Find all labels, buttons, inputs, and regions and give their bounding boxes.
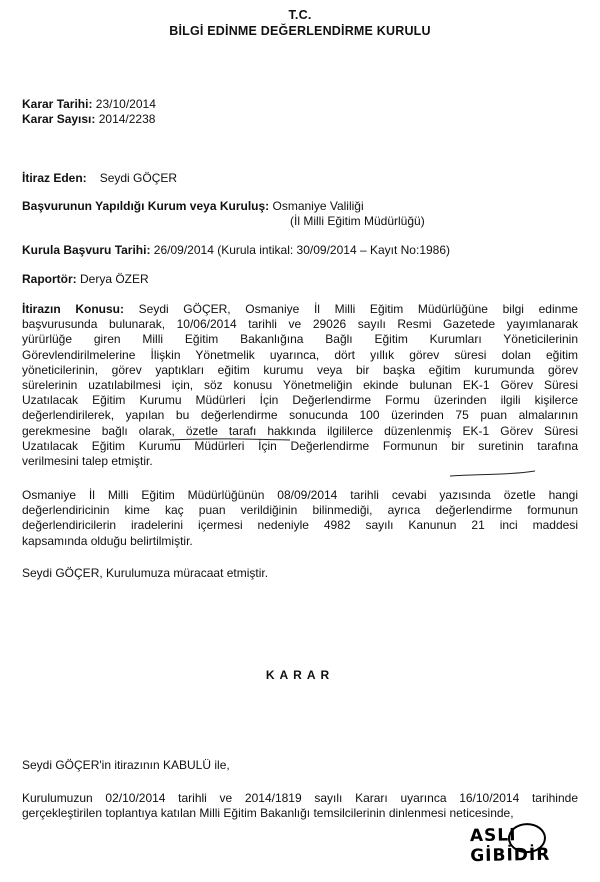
decision-number-label: Karar Sayısı: (22, 112, 96, 126)
appeal-sentence: Seydi GÖÇER, Kurulumuza müracaat etmiştir. (22, 566, 269, 580)
header-board-name: BİLGİ EDİNME DEĞERLENDİRME KURULU (169, 24, 431, 38)
response-line: Osmaniye İl Milli Eğitim Müdürlüğünün 08/09/2014 tarihli cevabi yazısında özetle hangi (22, 488, 578, 502)
decision-number-value: 2014/2238 (95, 112, 156, 126)
decision-number (22, 112, 155, 127)
subject-label: İtirazın Konusu: (22, 302, 124, 316)
decision-date-label: Karar Tarihi: (22, 97, 93, 111)
certified-copy-stamp (469, 824, 599, 867)
header-tc: T.C. (288, 8, 312, 22)
subject-line: Görevlendirilmelerine İlişkin Yönetmelik uyarınca, dört yıllık görev süresi dolan eğitim (22, 347, 578, 362)
subject-line: İtirazın Konusu: Seydi GÖÇER, Osmaniye İl Milli Eğitim Müdürlüğüne bilgi edinme (22, 302, 578, 316)
objector (22, 171, 177, 186)
application-date-value: 26/09/2014 (Kurula intikal: 30/09/2014 – Kayıt No:1986) (150, 243, 451, 257)
objector-label: İtiraz Eden: (22, 171, 87, 185)
response-line: değerlendiricinin kime kaç puan verildiğinin bilinmediği, ayrıca değerlendirme formunun (22, 503, 578, 518)
subject-line: Uzatılacak Eğitim Kurumu Müdürleri İçin Değerlendirme Formunun bir suretinin tarafına (22, 438, 578, 453)
rapporteur-value: Derya ÖZER (76, 272, 149, 286)
response-line: değerlendiricilerin iradelerini içermesi nedeniyle 4982 sayılı Kanunun 21 inci maddesi (22, 518, 578, 533)
final-line: Kurulumuzun 02/10/2014 tarihli ve 2014/1819 sayılı Kararı uyarınca 16/10/2014 tarihinde (22, 791, 578, 805)
response-line: kapsamında olduğu belirtilmiştir. (22, 533, 193, 548)
underline-scribble (150, 428, 590, 488)
subject-line: verilmesini talep etmiştir. (22, 453, 153, 468)
objector-value: Seydi GÖÇER (99, 171, 178, 185)
subject-line: yöneticilerinin, görev yaptıkları eğitim kurumu veya bir başka eğitim kurumunda görev (22, 362, 578, 377)
rapporteur (22, 272, 149, 287)
decision-date (22, 97, 156, 112)
institution-subunit: (İl Milli Eğitim Müdürlüğü) (290, 214, 425, 228)
final-paragraph (22, 791, 578, 821)
subject-line: sürelerinin uzatılabilmesi için, söz konusu Yönetmeliğin ekinde bulunan EK-1 Görev Süresi (22, 377, 578, 392)
institution-value: Osmaniye Valiliği (269, 199, 364, 213)
subject-line: yürürlüğe giren Milli Eğitim Bakanlığına Bağlı Eğitim Kurumları Yöneticilerinin (22, 332, 578, 347)
response-paragraph (22, 488, 578, 549)
application-date (22, 243, 450, 258)
acceptance-sentence: Seydi GÖÇER'in itirazının KABULÜ ile, (22, 758, 230, 772)
institution-label: Başvurunun Yapıldığı Kurum veya Kuruluş: (22, 199, 270, 213)
subject-line: değerlendirilerek, yapılan bu değerlendirme sonucunda 100 üzerinden 75 puan almalarının (22, 408, 578, 423)
subject-line: başvurusunda bulunarak, 10/06/2014 tarihli ve 29026 sayılı Resmi Gazetede yayımlanarak (22, 317, 578, 332)
application-date-label: Kurula Başvuru Tarihi: (22, 243, 151, 257)
subject-line: gerekmesine bağlı olarak, özetle tarafı hakkında ilgililerce düzenlenmiş EK-1 Görev Süresi (22, 423, 578, 438)
subject-line: Uzatılacak Eğitim Kurumu Müdürleri İçin Değerlendirme Formu üzerinden ilgili kişilerce (22, 393, 578, 408)
stamp-text: ASLI GİBİDİR (469, 825, 551, 867)
decision-date-value: 23/10/2014 (92, 97, 156, 111)
institution (22, 199, 364, 214)
rapporteur-label: Raportör: (22, 272, 77, 286)
decision-heading: KARAR (265, 668, 335, 682)
final-line: gerçekleştirilen toplantıya katılan Milli Eğitim Bakanlığı temsilcilerinin dinlenmesi neticesinde, (22, 806, 514, 821)
